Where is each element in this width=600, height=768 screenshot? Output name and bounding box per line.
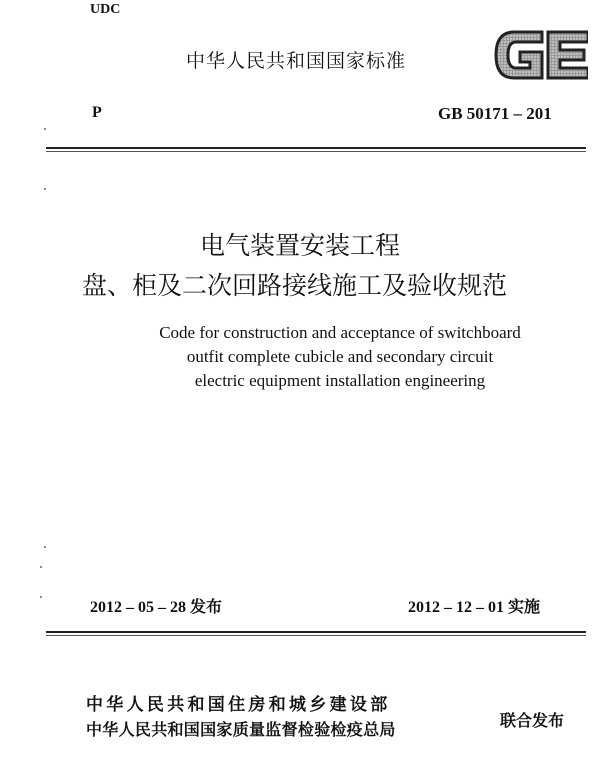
title-zh-line2: 盘、柜及二次回路接线施工及验收规范: [82, 271, 508, 300]
issuer-ministry: 中华人民共和国住房和城乡建设部: [86, 695, 391, 715]
footer-rule-thin: [46, 635, 586, 636]
header-rule-thick: [46, 147, 586, 149]
title-en-line1: Code for construction and acceptance of switchboard: [159, 323, 521, 342]
issue-date: 2012 – 05 – 28 发布: [90, 599, 223, 616]
scan-speck: [44, 546, 46, 548]
title-en-line3: electric equipment installation engineering: [194, 371, 486, 390]
gb-logo: [492, 26, 588, 84]
header-rule-thin: [46, 151, 586, 152]
scan-speck: [40, 596, 42, 598]
scan-speck: [40, 566, 42, 568]
scan-speck: [44, 188, 46, 190]
joint-issue-label: 联合发布: [500, 711, 565, 730]
standard-type-title: 中华人民共和国国家标准: [186, 50, 407, 72]
implementation-date: 2012 – 12 – 01 实施: [408, 599, 541, 616]
udc-label: UDC: [90, 2, 121, 17]
standard-number: GB 50171 – 201: [438, 104, 552, 123]
title-en-line2: outfit complete cubicle and secondary circuit: [186, 347, 494, 366]
title-zh-line1: 电气装置安装工程: [199, 231, 400, 260]
footer-rule-thick: [46, 631, 586, 633]
issuer-aqsiq: 中华人民共和国国家质量监督检验检疫总局: [86, 720, 396, 739]
scan-speck: [44, 128, 46, 130]
classification-code: P: [92, 104, 102, 121]
gb-logo-icon: [492, 26, 588, 84]
